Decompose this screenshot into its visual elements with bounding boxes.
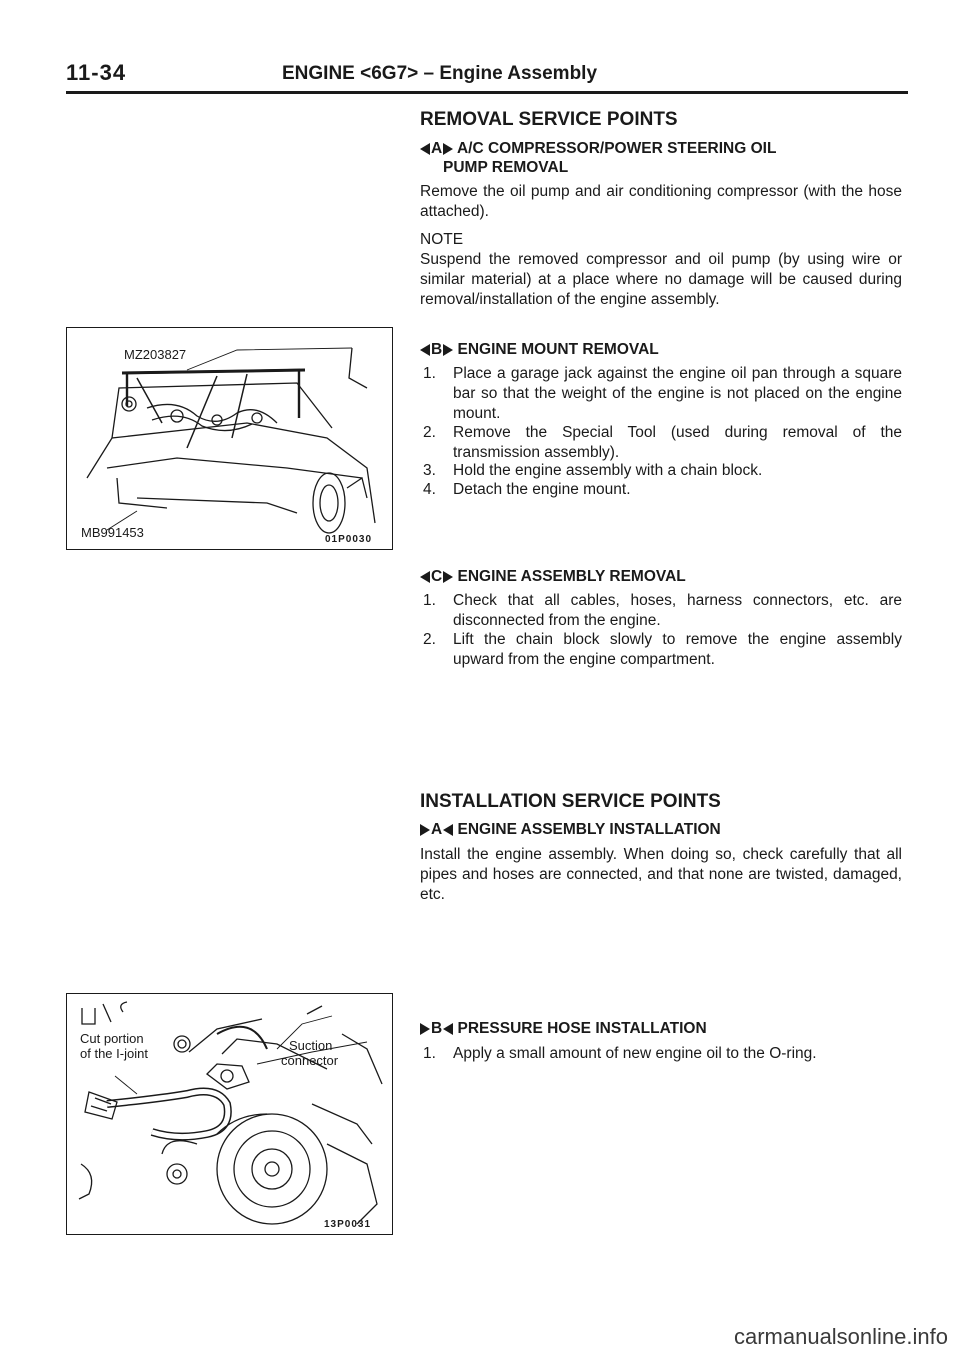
marker-letter: A <box>431 140 443 158</box>
figure-label: MB991453 <box>81 525 144 540</box>
item-number: 3. <box>423 462 436 479</box>
removal-c-heading <box>420 567 686 586</box>
item-number: 2. <box>423 631 436 648</box>
item-text: Apply a small amount of new engine oil to the O-ring. <box>453 1045 817 1062</box>
item-number: 1. <box>423 592 436 609</box>
removal-a-heading <box>420 139 776 158</box>
list-item <box>420 423 902 463</box>
installation-a-text: Install the engine assembly. When doing so, check carefully that all pipes and hoses are connected, and that none are twisted, damaged, etc. <box>420 846 902 903</box>
pressure-hose-illustration <box>67 994 392 1234</box>
item-number: 2. <box>423 424 436 441</box>
list-item <box>420 364 902 424</box>
installation-b-heading <box>420 1019 707 1038</box>
list-item <box>420 461 902 481</box>
removal-section-title: REMOVAL SERVICE POINTS <box>420 109 678 130</box>
figure-label: Suction <box>289 1038 333 1053</box>
right-triangle-icon <box>443 143 453 155</box>
figure-label: MZ203827 <box>124 347 187 362</box>
list-item <box>420 630 902 670</box>
left-triangle-icon <box>443 1023 453 1035</box>
right-triangle-icon <box>420 1023 430 1035</box>
removal-b-heading <box>420 340 659 359</box>
removal-a-text: Remove the oil pump and air conditioning compressor (with the hose attached). <box>420 183 902 220</box>
item-number: 4. <box>423 481 436 498</box>
figure-label: Cut portion <box>80 1031 144 1046</box>
note-label: NOTE <box>420 231 464 248</box>
header-rule <box>66 91 908 94</box>
item-text: Detach the engine mount. <box>453 481 631 498</box>
figure-code: 01P0030 <box>325 534 373 545</box>
left-triangle-icon <box>420 143 430 155</box>
figure-label: connector <box>281 1053 339 1068</box>
heading-text: ENGINE ASSEMBLY REMOVAL <box>457 568 686 585</box>
marker-letter: B <box>431 341 443 359</box>
right-triangle-icon <box>443 344 453 356</box>
item-text: Hold the engine assembly with a chain block. <box>453 462 763 479</box>
figure-engine-lift <box>66 327 393 550</box>
heading-text: ENGINE MOUNT REMOVAL <box>457 341 659 358</box>
installation-section-title: INSTALLATION SERVICE POINTS <box>420 791 721 812</box>
figure-label: of the I-joint <box>80 1046 148 1061</box>
left-triangle-icon <box>420 344 430 356</box>
note-text: Suspend the removed compressor and oil pump (by using wire or similar material) at a place where no damage will be caused during removal/installation of the engine assembly. <box>420 251 902 308</box>
item-number: 1. <box>423 365 436 382</box>
figure-pressure-hose <box>66 993 393 1235</box>
left-triangle-icon <box>420 571 430 583</box>
figure-code: 13P0031 <box>324 1219 372 1230</box>
heading-text: ENGINE ASSEMBLY INSTALLATION <box>457 821 721 838</box>
item-text: Check that all cables, hoses, harness connectors, etc. are disconnected from the engine. <box>453 592 902 629</box>
watermark: carmanualsonline.info <box>733 1324 948 1349</box>
item-text: Place a garage jack against the engine oil pan through a square bar so that the weight of the engine is not placed on the engine mount. <box>453 365 902 422</box>
item-number: 1. <box>423 1045 436 1062</box>
page-title: ENGINE <6G7> – Engine Assembly <box>282 63 598 84</box>
right-triangle-icon <box>443 571 453 583</box>
page-number: 11-34 <box>66 60 127 85</box>
right-triangle-icon <box>420 824 430 836</box>
marker-letter: B <box>431 1020 443 1038</box>
list-item <box>420 591 902 631</box>
removal-a-heading-cont: PUMP REMOVAL <box>443 159 569 176</box>
installation-a-heading <box>420 820 721 839</box>
marker-letter: A <box>431 821 443 839</box>
item-text: Lift the chain block slowly to remove the engine assembly upward from the engine compartment. <box>453 631 902 668</box>
marker-letter: C <box>431 568 443 586</box>
list-item <box>420 480 902 500</box>
item-text: Remove the Special Tool (used during removal of the transmission assembly). <box>453 424 902 461</box>
left-triangle-icon <box>443 824 453 836</box>
list-item <box>420 1044 902 1064</box>
heading-text: PRESSURE HOSE INSTALLATION <box>457 1020 707 1037</box>
engine-lift-illustration <box>67 328 392 549</box>
heading-text: A/C COMPRESSOR/POWER STEERING OIL <box>456 140 777 157</box>
